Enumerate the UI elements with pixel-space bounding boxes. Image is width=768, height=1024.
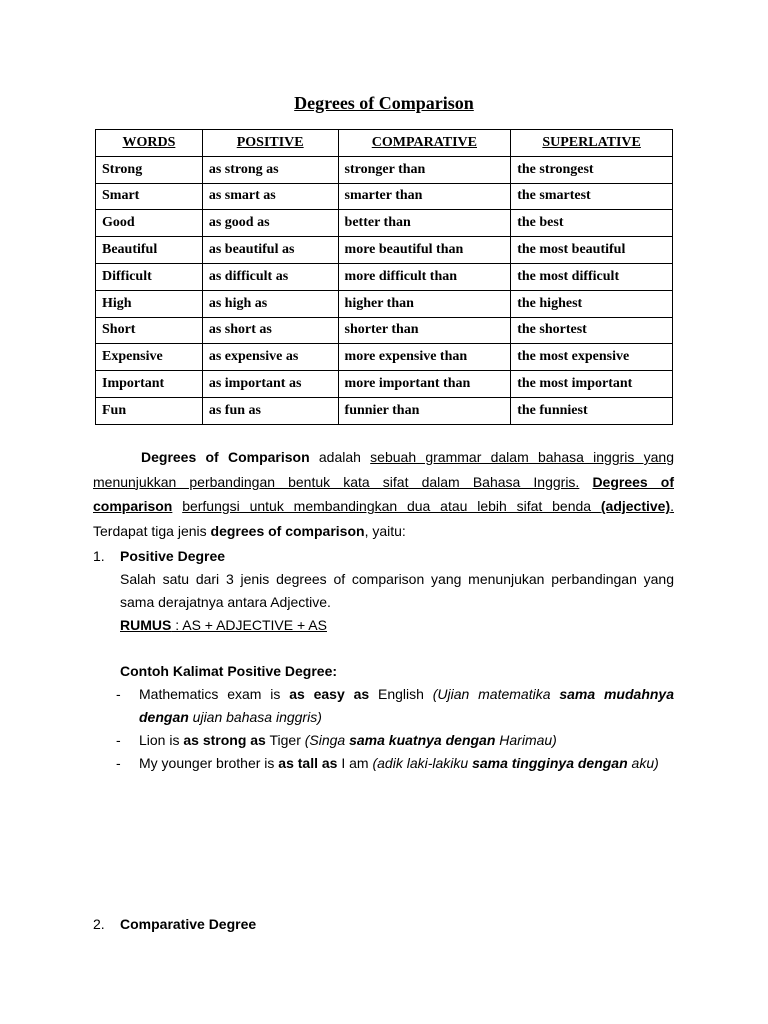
table-row — [96, 210, 673, 237]
section-2-number: 2. — [93, 916, 105, 932]
table-cell: the most important — [511, 371, 673, 398]
table-row — [96, 317, 673, 344]
example-phrase: as strong as — [183, 732, 266, 748]
table-cell: as fun as — [202, 397, 338, 424]
header-words: WORDS — [96, 130, 203, 157]
table-row — [96, 156, 673, 183]
example-phrase: as tall as — [278, 755, 338, 771]
example-translation: aku) — [627, 755, 659, 771]
example-translation-phrase: sama kuatnya dengan — [349, 732, 496, 748]
bullet-dash: - — [116, 732, 121, 748]
example-text: Mathematics exam is — [139, 686, 290, 702]
table-cell: the smartest — [511, 183, 673, 210]
intro-term-3: degrees of comparison — [210, 522, 365, 539]
table-cell: more expensive than — [338, 344, 511, 371]
comparison-table — [95, 129, 673, 425]
intro-text: Terdapat tiga jenis — [93, 522, 211, 539]
table-cell: High — [96, 290, 203, 317]
example-translation: (Ujian matematika — [432, 686, 560, 702]
example-translation-phrase: sama mudahnya dengan — [139, 686, 674, 725]
table-cell: as good as — [202, 210, 338, 237]
table-cell: the highest — [511, 290, 673, 317]
table-row — [96, 397, 673, 424]
intro-term-2: Degrees of comparison — [93, 473, 675, 514]
header-positive: POSITIVE — [202, 130, 338, 157]
intro-text: , yaitu: — [364, 522, 406, 539]
bullet-dash: - — [116, 755, 121, 771]
table-cell: shorter than — [338, 317, 511, 344]
formula-text: : AS + ADJECTIVE + AS — [171, 617, 327, 633]
intro-definition: sebuah grammar dalam bahasa inggris yang menunjukkan perbandingan bentuk kata sifat dalam Bahasa Inggris. — [93, 449, 674, 490]
example-translation: ujian bahasa inggris) — [188, 709, 322, 725]
example-text: I am — [337, 755, 373, 771]
section-1-description: Salah satu dari 3 jenis degrees of comparison yang menunjukan perbandingan yang sama derajatnya antara Adjective. — [120, 571, 674, 610]
table-cell: as beautiful as — [202, 237, 338, 264]
bullet-dash: - — [116, 686, 121, 702]
formula-label: RUMUS — [120, 617, 172, 633]
table-cell: Fun — [96, 397, 203, 424]
example-item — [139, 752, 674, 775]
table-cell: the most difficult — [511, 263, 673, 290]
table-row — [96, 344, 673, 371]
example-text: Tiger — [265, 732, 305, 748]
table-cell: Beautiful — [96, 237, 203, 264]
table-row — [96, 237, 673, 264]
intro-paragraph — [93, 445, 674, 543]
intro-text: adalah — [309, 449, 371, 465]
example-heading: Contoh Kalimat Positive Degree: — [120, 663, 338, 679]
table-cell: the most expensive — [511, 344, 673, 371]
table-cell: Strong — [96, 156, 203, 183]
table-cell: as important as — [202, 371, 338, 398]
table-row — [96, 371, 673, 398]
example-translation: (Singa — [304, 732, 350, 748]
table-cell: as smart as — [202, 183, 338, 210]
example-text: English — [369, 686, 433, 702]
example-translation-phrase: sama tingginya dengan — [472, 755, 628, 771]
table-cell: as strong as — [202, 156, 338, 183]
section-1-heading: Positive Degree — [120, 548, 226, 564]
table-cell: higher than — [338, 290, 511, 317]
example-text: Lion is — [139, 732, 184, 748]
intro-text — [579, 474, 592, 490]
page-title: Degrees of Comparison — [294, 93, 474, 113]
example-translation: (adik laki-lakiku — [372, 755, 473, 771]
table-cell: Expensive — [96, 344, 203, 371]
table-cell: more beautiful than — [338, 237, 511, 264]
table-cell: Good — [96, 210, 203, 237]
table-row — [96, 290, 673, 317]
formula — [120, 614, 674, 637]
table-row — [96, 263, 673, 290]
table-cell: better than — [338, 210, 511, 237]
example-text: My younger brother is — [139, 755, 279, 771]
table-cell: as difficult as — [202, 263, 338, 290]
table-cell: more difficult than — [338, 263, 511, 290]
table-cell: the most beautiful — [511, 237, 673, 264]
table-cell: Difficult — [96, 263, 203, 290]
header-comparative: COMPARATIVE — [338, 130, 511, 157]
table-cell: Smart — [96, 183, 203, 210]
table-cell: the shortest — [511, 317, 673, 344]
intro-text: . — [670, 498, 675, 514]
header-superlative: SUPERLATIVE — [511, 130, 673, 157]
example-item — [139, 729, 674, 752]
table-cell: the best — [511, 210, 673, 237]
intro-adjective: (adjective) — [600, 498, 671, 514]
intro-term: Degrees of Comparison — [141, 449, 310, 465]
table-cell: the funniest — [511, 397, 673, 424]
table-row — [96, 183, 673, 210]
section-2-heading: Comparative Degree — [120, 916, 257, 932]
example-item — [139, 683, 674, 729]
table-cell: Short — [96, 317, 203, 344]
example-translation: Harimau) — [495, 732, 557, 748]
table-cell: more important than — [338, 371, 511, 398]
table-cell: funnier than — [338, 397, 511, 424]
table-cell: smarter than — [338, 183, 511, 210]
table-cell: Important — [96, 371, 203, 398]
table-cell: the strongest — [511, 156, 673, 183]
table-cell: as short as — [202, 317, 338, 344]
table-header-row — [96, 130, 673, 157]
table-cell: as expensive as — [202, 344, 338, 371]
example-phrase: as easy as — [289, 686, 370, 702]
table-cell: as high as — [202, 290, 338, 317]
table-cell: stronger than — [338, 156, 511, 183]
intro-function: berfungsi untuk membandingkan dua atau lebih sifat benda — [182, 498, 601, 514]
section-1-number: 1. — [93, 548, 105, 564]
intro-text — [172, 498, 182, 514]
